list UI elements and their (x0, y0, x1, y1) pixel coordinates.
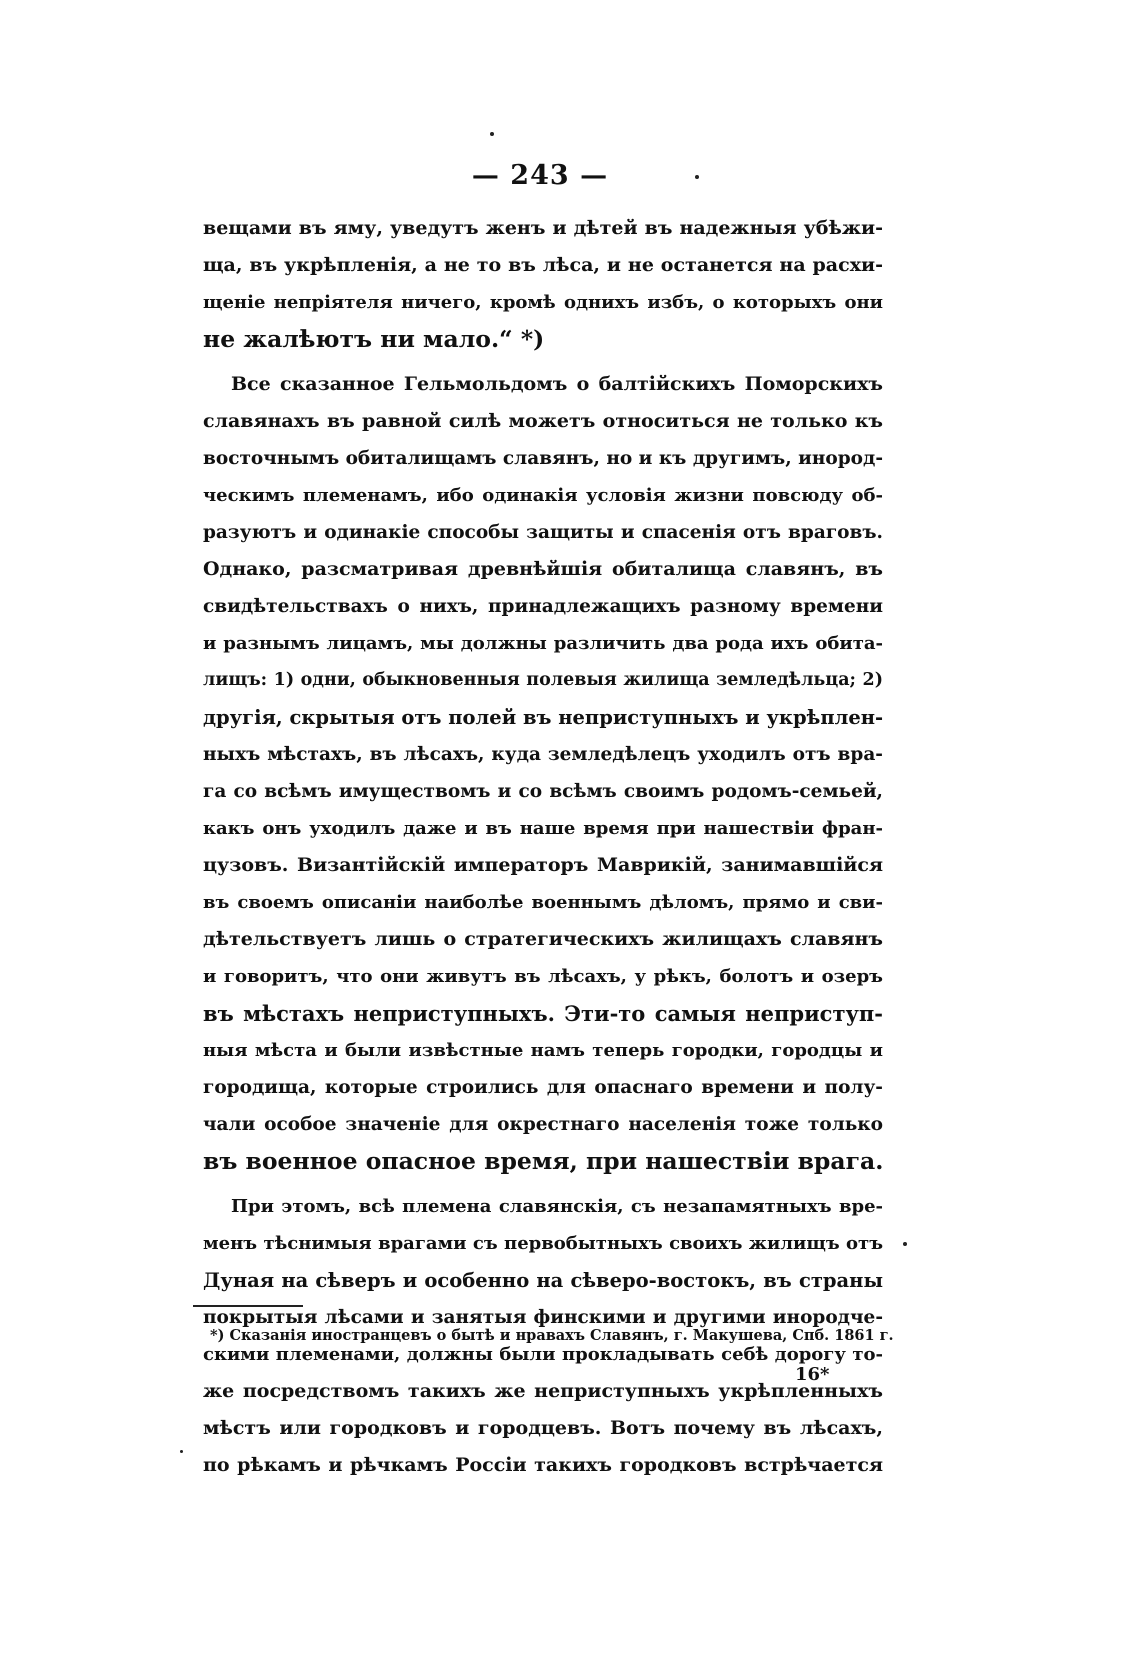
text-line: же посредствомъ такихъ же неприступныхъ укрѣпленныхъ (203, 1380, 883, 1402)
text-line: щеніе непріятеля ничего, кромѣ однихъ избъ, о которыхъ они (203, 292, 883, 313)
text-line: другія, скрытыя отъ полей въ неприступныхъ и укрѣплен- (203, 706, 884, 729)
text-line: Все сказанное Гельмольдомъ о балтійскихъ Поморскихъ (231, 373, 883, 395)
text-line: восточнымъ обиталищамъ славянъ, но и къ другимъ, инород- (203, 448, 884, 469)
paragraph-gap (203, 358, 883, 366)
text-line: Однако, разсматривая древнѣйшія обиталища славянъ, въ (203, 558, 883, 580)
text-line: въ военное опасное время, при нашествіи врага. (203, 1147, 884, 1175)
text-line: какъ онъ уходилъ даже и въ наше время при нашествіи фран- (203, 818, 883, 839)
text-line: скими племенами, должны были прокладывать себѣ дорогу то- (203, 1344, 883, 1365)
text-line: славянахъ въ равной силѣ можетъ относиться не только къ (203, 410, 883, 432)
text-line: лищъ: 1) одни, обыкновенныя полевыя жилища земледѣльца; 2) (203, 670, 883, 690)
text-line: ныя мѣста и были извѣстные намъ теперь городки, городцы и (203, 1040, 883, 1061)
text-line: по рѣкамъ и рѣчкамъ Россіи такихъ городковъ встрѣчается (203, 1454, 883, 1476)
print-speck (490, 132, 494, 136)
text-line: менъ тѣснимыя врагами съ первобытныхъ своихъ жилищъ отъ (203, 1233, 883, 1254)
text-line: чали особое значеніе для окрестнаго населенія тоже только (203, 1114, 883, 1135)
text-line: въ своемъ описаніи наиболѣе военнымъ дѣломъ, прямо и сви- (203, 892, 883, 913)
text-line: вещами въ яму, уведутъ женъ и дѣтей въ надежныя убѣжи- (203, 217, 883, 239)
printer-signature-mark: 16* (795, 1364, 830, 1385)
text-line: цузовъ. Византійскій императоръ Маврикій, занимавшійся (203, 854, 883, 876)
text-line: городища, которые строились для опаснаго времени и полу- (203, 1077, 883, 1098)
text-line: покрытыя лѣсами и занятыя финскими и другими инородче- (203, 1307, 883, 1328)
text-line: дѣтельствуетъ лишь о стратегическихъ жилищахъ славянъ (203, 928, 883, 950)
footnote: *) Сказанія иностранцевъ о бытѣ и нравахъ Славянъ, г. Макушева, Спб. 1861 г. (210, 1327, 894, 1344)
text-line: ща, въ укрѣпленія, а не то въ лѣса, и не останется на расхи- (203, 254, 883, 276)
text-line: мѣстъ или городковъ и городцевъ. Вотъ почему въ лѣсахъ, (203, 1417, 883, 1439)
page-number: — 243 — (471, 160, 609, 191)
text-line: га со всѣмъ имуществомъ и со всѣмъ своимъ родомъ-семьей, (203, 781, 883, 802)
text-line: ческимъ племенамъ, ибо одинакія условія жизни повсюду об- (203, 485, 883, 506)
text-line: и разнымъ лицамъ, мы должны различить два рода ихъ обита- (203, 633, 883, 654)
print-speck (695, 175, 699, 179)
text-line: въ мѣстахъ неприступныхъ. Эти-то самыя неприступ- (203, 1001, 883, 1026)
text-line: При этомъ, всѣ племена славянскія, съ незапамятныхъ вре- (231, 1196, 883, 1217)
text-line: Дуная на сѣверъ и особенно на сѣверо-востокъ, въ страны (203, 1269, 883, 1292)
print-speck (180, 1450, 183, 1453)
body-text (203, 210, 883, 1484)
footnote-divider (193, 1305, 303, 1307)
text-line: не жалѣютъ ни мало.“ *) (203, 325, 545, 353)
text-line: и говоритъ, что они живутъ въ лѣсахъ, у рѣкъ, болотъ и озеръ (203, 966, 883, 987)
text-line: свидѣтельствахъ о нихъ, принадлежащихъ разному времени (203, 596, 883, 617)
text-line: разуютъ и одинакіе способы защиты и спасенія отъ враговъ. (203, 522, 883, 543)
paragraph-gap (203, 1180, 883, 1188)
print-speck (903, 1242, 907, 1246)
text-line: ныхъ мѣстахъ, въ лѣсахъ, куда земледѣлецъ уходилъ отъ вра- (203, 744, 883, 765)
